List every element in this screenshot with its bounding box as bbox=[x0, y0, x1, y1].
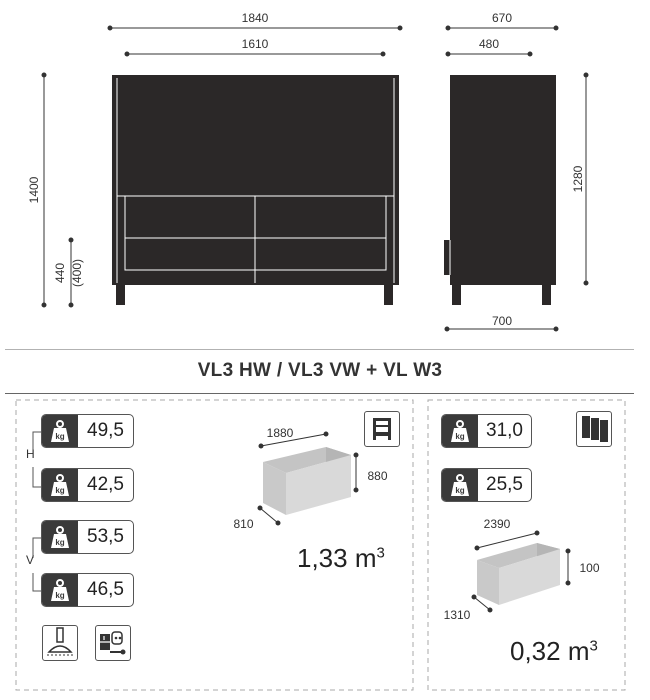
dim-front-overall-width: 1840 bbox=[241, 11, 269, 25]
glides-icon bbox=[42, 625, 78, 661]
weight-icon bbox=[42, 574, 78, 606]
dim-front-inner-width: 1610 bbox=[241, 37, 269, 51]
dim-seat-height-alt: (400) bbox=[70, 259, 84, 288]
page-title: VL3 HW / VL3 VW + VL W3 bbox=[197, 360, 443, 381]
weight-box bbox=[41, 520, 134, 554]
weight-box bbox=[41, 573, 134, 607]
dim-side-overall-depth: 670 bbox=[491, 11, 513, 25]
box-left-length: 1880 bbox=[266, 426, 294, 440]
box-right-height: 100 bbox=[579, 561, 600, 575]
sofa-front-view bbox=[112, 75, 399, 305]
weight-icon bbox=[442, 415, 478, 447]
svg-text:kg: kg bbox=[55, 538, 65, 547]
weight-box bbox=[441, 468, 532, 502]
svg-text:kg: kg bbox=[55, 486, 65, 495]
weight-value: 42,5 bbox=[87, 474, 124, 495]
weight-value: 31,0 bbox=[486, 420, 523, 441]
dim-side-height: 1280 bbox=[571, 165, 585, 193]
group-v-label: V bbox=[26, 553, 35, 567]
weight-value: 49,5 bbox=[87, 420, 124, 441]
weight-box bbox=[41, 468, 134, 502]
weight-value: 46,5 bbox=[87, 579, 124, 600]
weight-icon bbox=[42, 415, 78, 447]
power-unit-icon bbox=[95, 625, 131, 661]
dim-side-inner-depth: 480 bbox=[478, 37, 500, 51]
weight-value: 25,5 bbox=[486, 474, 523, 495]
box-left-height: 880 bbox=[367, 469, 388, 483]
dim-total-height: 1400 bbox=[27, 176, 41, 204]
svg-text:kg: kg bbox=[455, 486, 465, 495]
svg-text:kg: kg bbox=[55, 432, 65, 441]
box-right-length: 2390 bbox=[483, 517, 511, 531]
panels-icon bbox=[576, 411, 612, 447]
weight-box bbox=[41, 414, 134, 448]
dim-seat-height: 440 bbox=[53, 262, 67, 284]
seat-icon bbox=[364, 411, 400, 447]
sofa-side-view bbox=[444, 75, 556, 305]
title-divider bbox=[5, 393, 634, 394]
box-left-width: 810 bbox=[233, 517, 254, 531]
svg-text:kg: kg bbox=[455, 432, 465, 441]
weight-box bbox=[441, 414, 532, 448]
dim-side-base-depth: 700 bbox=[491, 314, 513, 328]
volume-right: 0,32 $m^3$ bbox=[510, 636, 598, 666]
weight-icon bbox=[42, 521, 78, 553]
svg-text:kg: kg bbox=[55, 591, 65, 600]
weight-icon bbox=[442, 469, 478, 501]
box-right-width: 1310 bbox=[443, 608, 471, 622]
weight-icon bbox=[42, 469, 78, 501]
weight-value: 53,5 bbox=[87, 526, 124, 547]
group-h-label: H bbox=[26, 447, 35, 461]
volume-left: 1,33 $m^3$ bbox=[297, 543, 385, 573]
